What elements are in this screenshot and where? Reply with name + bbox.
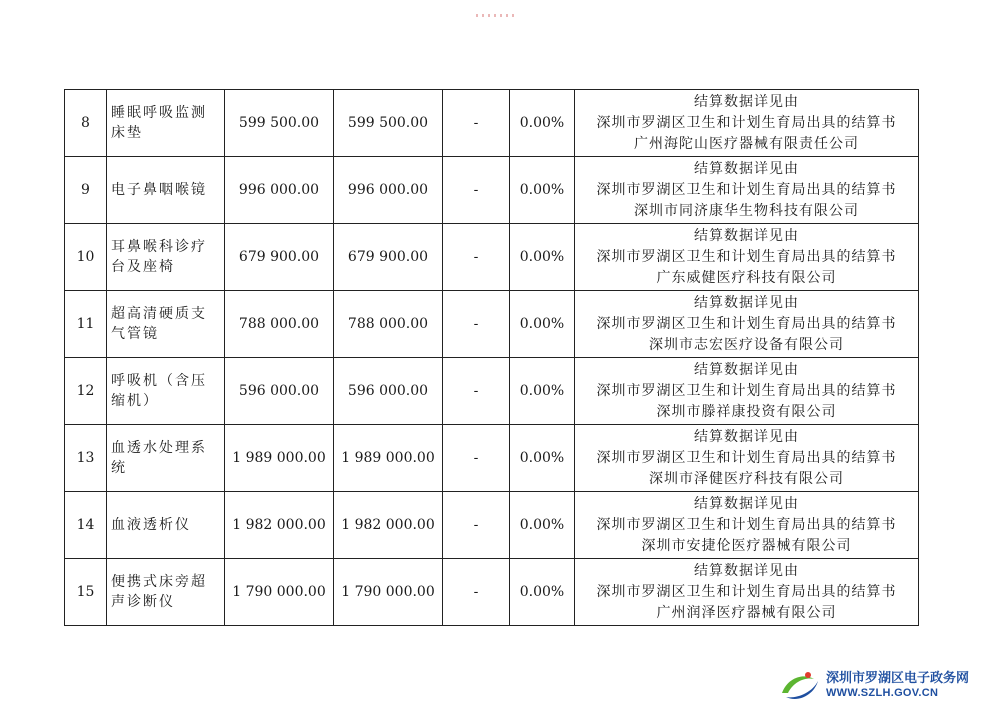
remark-line: 结算数据详见由 (694, 361, 799, 378)
row-number: 14 (65, 492, 107, 559)
table-row (65, 90, 919, 157)
remark-line: 广东威健医疗科技有限公司 (656, 269, 837, 286)
difference: - (443, 559, 510, 626)
remark-line: 结算数据详见由 (694, 294, 799, 311)
difference: - (443, 358, 510, 425)
item-name: 超高清硬质支气管镜 (107, 291, 225, 358)
settle-amount: 1 790 000.00 (334, 559, 443, 626)
difference: - (443, 224, 510, 291)
remark-line: 结算数据详见由 (694, 428, 799, 445)
row-number: 10 (65, 224, 107, 291)
item-name: 睡眠呼吸监测床垫 (107, 90, 225, 157)
table-row (65, 492, 919, 559)
contract-amount: 996 000.00 (225, 157, 334, 224)
settlement-table (64, 89, 919, 626)
contract-amount: 1 989 000.00 (225, 425, 334, 492)
row-number: 11 (65, 291, 107, 358)
remark (575, 358, 919, 425)
remark-line: 结算数据详见由 (694, 227, 799, 244)
table-row (65, 425, 919, 492)
diff-rate: 0.00% (510, 559, 575, 626)
site-url: WWW.SZLH.GOV.CN (826, 686, 939, 699)
remark (575, 157, 919, 224)
contract-amount: 599 500.00 (225, 90, 334, 157)
difference: - (443, 90, 510, 157)
row-number: 8 (65, 90, 107, 157)
table-row (65, 358, 919, 425)
item-name: 血透水处理系统 (107, 425, 225, 492)
diff-rate: 0.00% (510, 224, 575, 291)
remark (575, 425, 919, 492)
remark (575, 90, 919, 157)
item-name: 便携式床旁超声诊断仪 (107, 559, 225, 626)
remark-line: 深圳市罗湖区卫生和计划生育局出具的结算书 (596, 583, 897, 600)
remark-line: 结算数据详见由 (694, 495, 799, 512)
contract-amount: 596 000.00 (225, 358, 334, 425)
remark-line: 深圳市罗湖区卫生和计划生育局出具的结算书 (596, 449, 897, 466)
settle-amount: 596 000.00 (334, 358, 443, 425)
szlh-swoosh-icon (778, 667, 822, 703)
site-watermark-logo (778, 667, 969, 703)
remark (575, 224, 919, 291)
remark-line: 结算数据详见由 (694, 93, 799, 110)
settle-amount: 996 000.00 (334, 157, 443, 224)
item-name: 呼吸机（含压缩机） (107, 358, 225, 425)
contract-amount: 1 790 000.00 (225, 559, 334, 626)
row-number: 12 (65, 358, 107, 425)
table-row (65, 291, 919, 358)
diff-rate: 0.00% (510, 358, 575, 425)
remark-line: 深圳市罗湖区卫生和计划生育局出具的结算书 (596, 315, 897, 332)
row-number: 9 (65, 157, 107, 224)
contract-amount: 788 000.00 (225, 291, 334, 358)
scan-artifact (476, 14, 516, 17)
table-row (65, 559, 919, 626)
remark-line: 深圳市罗湖区卫生和计划生育局出具的结算书 (596, 248, 897, 265)
remark-line: 广州海陀山医疗器械有限责任公司 (634, 135, 859, 152)
difference: - (443, 425, 510, 492)
remark-line: 深圳市罗湖区卫生和计划生育局出具的结算书 (596, 382, 897, 399)
table-row (65, 157, 919, 224)
settle-amount: 788 000.00 (334, 291, 443, 358)
site-name-cn: 深圳市罗湖区电子政务网 (826, 670, 970, 686)
contract-amount: 1 982 000.00 (225, 492, 334, 559)
diff-rate: 0.00% (510, 90, 575, 157)
diff-rate: 0.00% (510, 425, 575, 492)
remark-line: 深圳市罗湖区卫生和计划生育局出具的结算书 (596, 516, 897, 533)
item-name: 电子鼻咽喉镜 (107, 157, 225, 224)
remark (575, 492, 919, 559)
remark-line: 广州润泽医疗器械有限公司 (656, 604, 837, 621)
row-number: 15 (65, 559, 107, 626)
diff-rate: 0.00% (510, 291, 575, 358)
settle-amount: 1 982 000.00 (334, 492, 443, 559)
remark-line: 结算数据详见由 (694, 562, 799, 579)
remark-line: 深圳市志宏医疗设备有限公司 (649, 336, 844, 353)
difference: - (443, 492, 510, 559)
settle-amount: 599 500.00 (334, 90, 443, 157)
remark-line: 深圳市滕祥康投资有限公司 (656, 403, 837, 420)
remark-line: 结算数据详见由 (694, 160, 799, 177)
diff-rate: 0.00% (510, 492, 575, 559)
table-row (65, 224, 919, 291)
remark-line: 深圳市罗湖区卫生和计划生育局出具的结算书 (596, 181, 897, 198)
remark-line: 深圳市安捷伦医疗器械有限公司 (641, 537, 852, 554)
remark (575, 559, 919, 626)
settle-amount: 679 900.00 (334, 224, 443, 291)
remark-line: 深圳市泽健医疗科技有限公司 (649, 470, 844, 487)
row-number: 13 (65, 425, 107, 492)
item-name: 血液透析仪 (107, 492, 225, 559)
difference: - (443, 291, 510, 358)
settle-amount: 1 989 000.00 (334, 425, 443, 492)
difference: - (443, 157, 510, 224)
remark (575, 291, 919, 358)
table-body (65, 90, 919, 626)
item-name: 耳鼻喉科诊疗台及座椅 (107, 224, 225, 291)
remark-line: 深圳市同济康华生物科技有限公司 (634, 202, 859, 219)
remark-line: 深圳市罗湖区卫生和计划生育局出具的结算书 (596, 114, 897, 131)
diff-rate: 0.00% (510, 157, 575, 224)
contract-amount: 679 900.00 (225, 224, 334, 291)
